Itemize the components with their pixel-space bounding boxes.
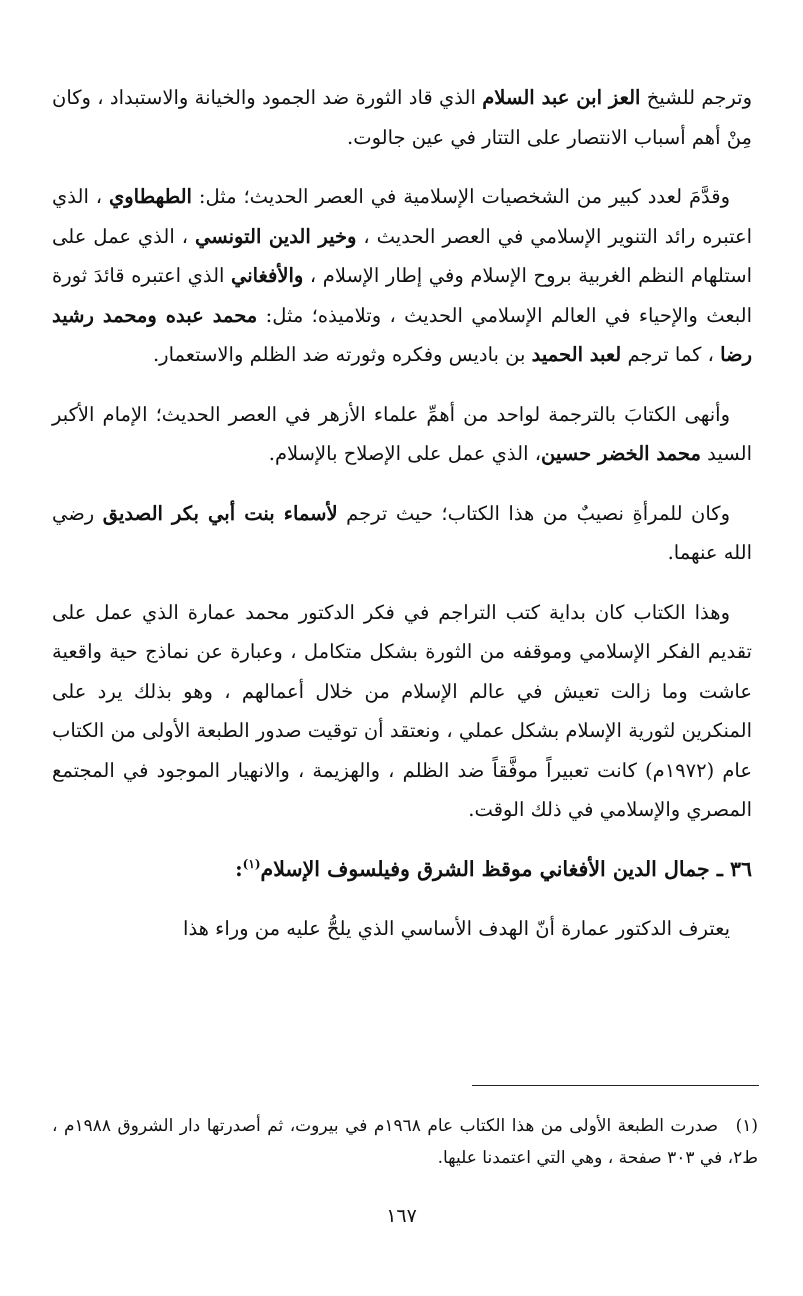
text-run: الذي قاد الثورة ضد الجمود والخيانة والاستبداد ، وكان مِنْ أهم أسباب الانتصار على التتار في عين جالوت. [52,86,752,149]
text-run: رضي الله عنهما. [52,501,752,564]
footnote-text: صدرت الطبعة الأولى من هذا الكتاب عام ١٩٦٨م في بيروت، ثم أصدرتها دار الشروق ١٩٨٨م ، ط٢، في ٣٠٣ صفحة ، وهي التي اعتمدنا عليها. [52,1116,758,1168]
text-run: وهذا الكتاب كان بداية كتب التراجم في فكر الدكتور محمد عمارة الذي عمل على تقديم الفكر الإسلامي وموقفه من الثورة بشكل متكامل ، وعبارة عن نماذج حية واقعية عاشت وما زالت تعيش في عالم الإسلام من خلال أعمالهم ، وهو بذلك يرد على المنكرين لثورية الإسلام بشكل عملي ، ونعتقد أن توقيت صدور الطبعة الأولى من الكتاب عام (١٩٧٢م) كانت تعبيراً موفَّقاً ضد الظلم ، والهزيمة ، والانهيار الموجود في المجتمع المصري والإسلامي في ذلك الوقت. [52,600,752,821]
bold-name: الطهطاوي [109,185,192,208]
paragraphs-container [52,78,752,830]
paragraph-p2 [52,177,752,375]
paragraph-p4 [52,494,752,573]
text-run: بن باديس وفكره وثورته ضد الظلم والاستعمار. [152,343,532,366]
bold-name: والأفغاني [231,264,304,287]
paragraph-p1 [52,78,752,157]
footnote [52,1110,758,1174]
text-run: الذي اعتبره قائدَ ثورة البعث والإحياء في العالم الإسلامي الحديث ، وتلاميذه؛ مثل: [52,264,752,327]
bold-name: محمد الخضر حسين [541,442,701,465]
text-run: ، الذي عمل على الإصلاح بالإسلام. [268,442,541,465]
bold-name: العز ابن عبد السلام [482,86,641,109]
body-text [52,78,752,969]
text-run: ، كما ترجم [621,343,721,366]
text-run: وكان للمرأةِ نصيبٌ من هذا الكتاب؛ حيث ترجم [337,501,730,525]
paragraph-p5 [52,593,752,830]
page-number: ١٦٧ [386,1205,417,1227]
bold-name: لعبد الحميد [531,343,622,366]
text-run: وقدَّمَ لعدد كبير من الشخصيات الإسلامية في العصر الحديث؛ مثل: [191,185,730,208]
paragraph-p3 [52,395,752,474]
footnote-separator [472,1085,759,1086]
section-heading [52,850,752,890]
bold-name: وخير الدين التونسي [194,224,357,248]
text-run: وأنهى الكتابَ بالترجمة لواحد من أهمِّ علماء الأزهر في العصر الحديث؛ الإمام الأكبر السيد [52,402,752,465]
bold-name: لأسماء بنت أبي بكر الصديق [102,501,338,525]
text-run: وترجم للشيخ [640,86,752,109]
bold-name: محمد عبده ومحمد رشيد رضا [52,303,752,366]
last-paragraph: يعترف الدكتور عمارة أنّ الهدف الأساسي الذي يلحُّ عليه من وراء هذا [183,917,730,940]
footnote-reference: (١) [242,856,261,871]
section-heading-suffix: : [235,856,243,881]
text-run: ، الذي اعتبره رائد التنوير الإسلامي في العصر الحديث ، [52,185,753,248]
text-run: ، الذي عمل على استلهام النظم الغربية بروح الإسلام وفي إطار الإسلام ، [52,224,752,287]
footnote-number: (١) [735,1116,758,1136]
section-heading-text: ٣٦ ـ جمال الدين الأفغاني موقظ الشرق وفيلسوف الإسلام [260,856,752,881]
